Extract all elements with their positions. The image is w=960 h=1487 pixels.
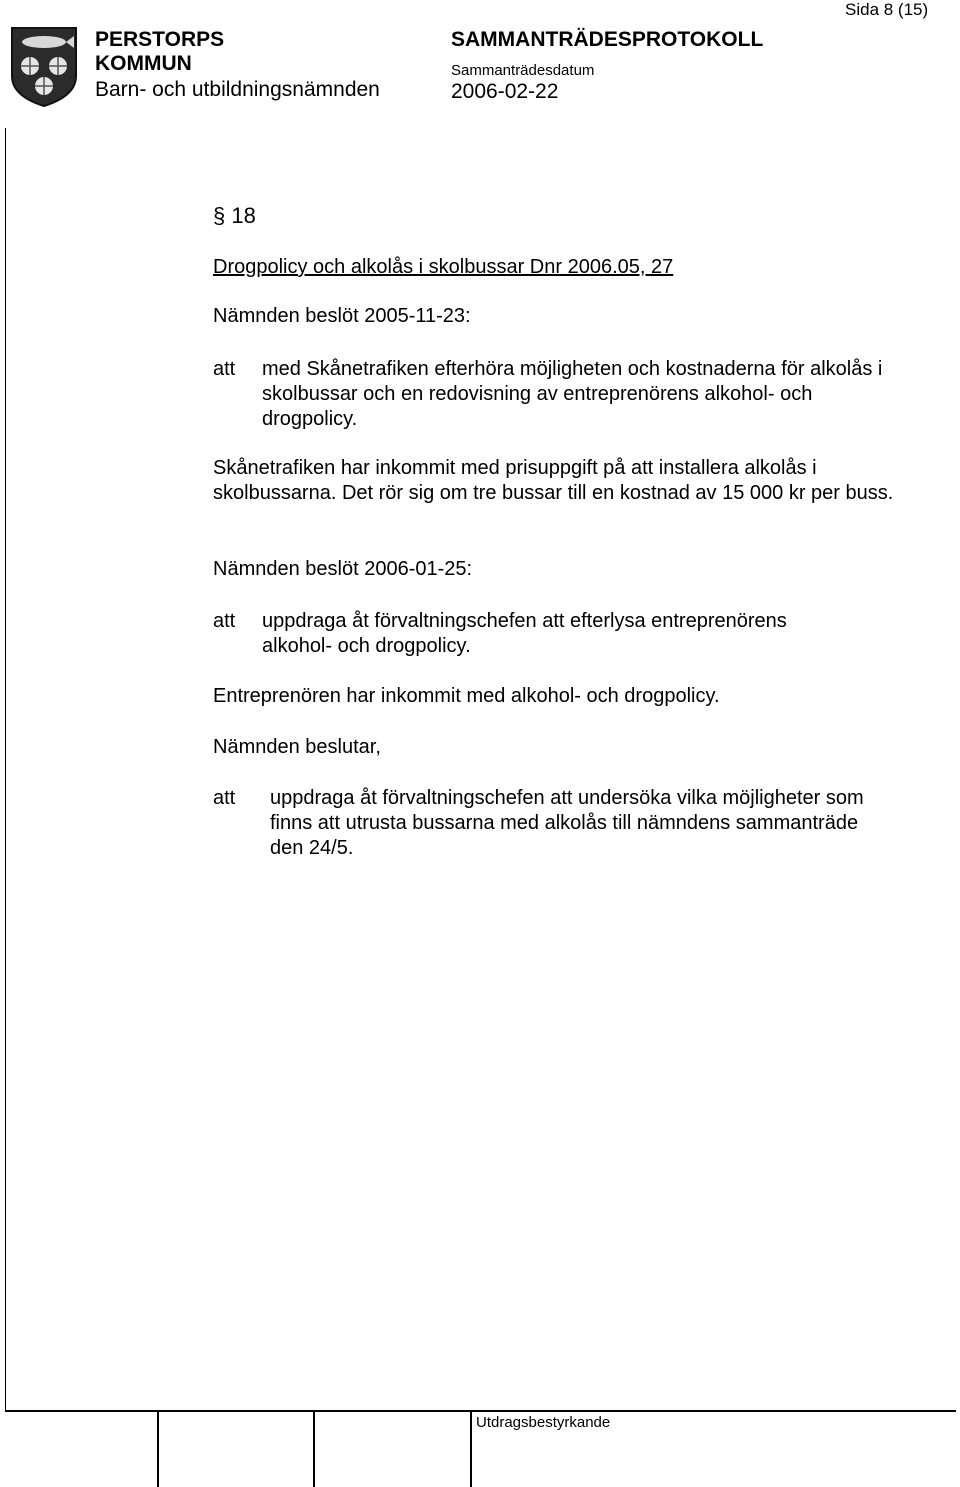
decision2-text: uppdraga åt förvaltningschefen att efterlysa entreprenörens alkohol- och drogpolicy. [262,610,787,657]
document-title: SAMMANTRÄDESPROTOKOLL [451,28,764,51]
org-name-line1: PERSTORPS [95,28,225,51]
footer-column-rule [470,1410,472,1487]
decision1-att: att [213,358,236,380]
decision1-text: med Skånetrafiken efterhöra möjligheten och kostnaderna för alkolås i skolbussar och en redovisning av entreprenörens alkohol- och drogpolicy. [262,358,883,430]
decision3-intro: Nämnden beslutar, [213,736,381,758]
decision2-att: att [213,610,236,632]
decision1-intro: Nämnden beslöt 2005-11-23: [213,305,471,327]
info-paragraph: Skånetrafiken har inkommit med prisuppgift på att installera alkolås i skolbussarna. Det rör sig om tre bussar till en kostnad av 15 000 kr per buss. [213,457,894,504]
entrepreneur-paragraph: Entreprenören har inkommit med alkohol- och drogpolicy. [213,685,720,707]
decision3-att: att [213,787,236,809]
certification-label: Utdragsbestyrkande [476,1414,611,1431]
footer-column-rule [313,1410,315,1487]
footer-top-rule [5,1410,956,1412]
left-margin-rule [5,128,6,1410]
page-number: Sida 8 (15) [845,0,929,19]
meeting-date-label: Sammanträdesdatum [451,62,595,79]
meeting-date-value: 2006-02-22 [451,80,559,103]
section-heading: Drogpolicy och alkolås i skolbussar Dnr 2006.05, 27 [213,256,674,278]
decision2-intro: Nämnden beslöt 2006-01-25: [213,558,473,580]
section-number: § 18 [213,203,256,228]
municipal-crest-icon [10,26,78,108]
decision3-text: uppdraga åt förvaltningschefen att undersöka vilka möjligheter som finns att utrusta bussarna med alkolås till nämndens sammanträde den 24/5. [270,787,864,859]
footer-column-rule [157,1410,159,1487]
committee-name: Barn- och utbildningsnämnden [95,78,380,101]
org-name-line2: KOMMUN [95,52,192,75]
